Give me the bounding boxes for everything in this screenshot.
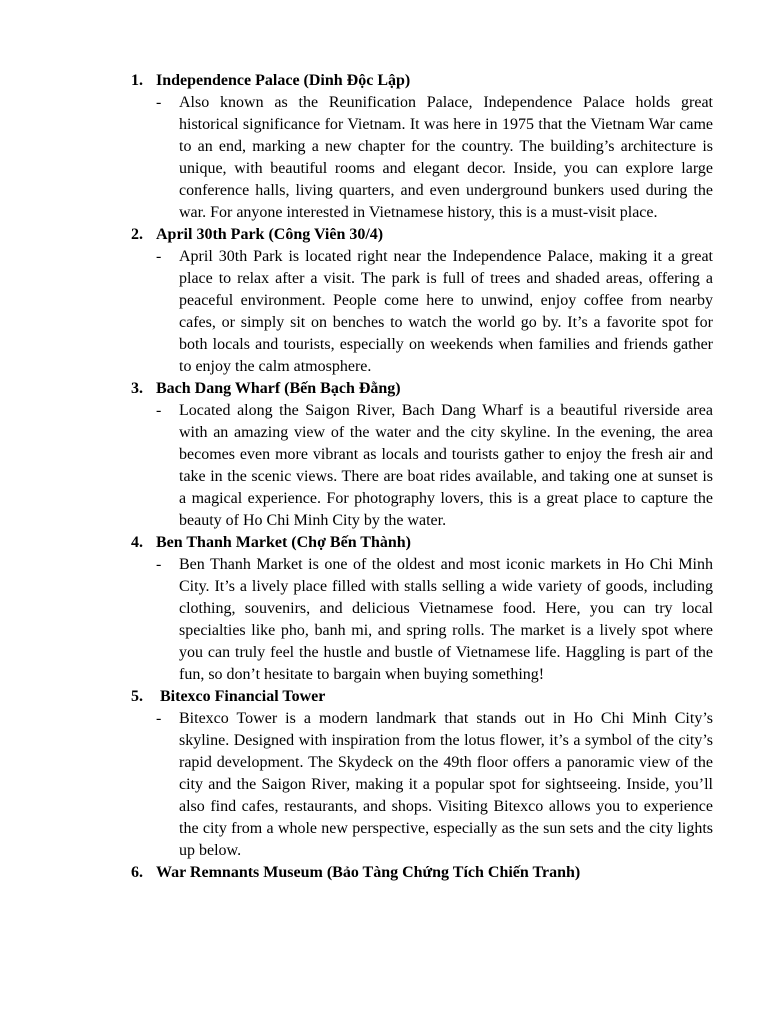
item-heading [131, 224, 713, 246]
bullet-dash: - [156, 402, 162, 419]
bullet-dash: - [156, 94, 162, 111]
item-heading [131, 862, 713, 884]
item-number: 3. [131, 380, 143, 397]
attractions-list [131, 70, 713, 884]
list-item [131, 686, 713, 862]
list-item [131, 224, 713, 378]
list-item [131, 532, 713, 686]
item-title: Bitexco Financial Tower [160, 688, 326, 705]
item-description: April 30th Park is located right near the Independence Palace, making it a great place to relax after a visit. The park is full of trees and shaded areas, offering a peaceful environment. People come here to unwind, enjoy coffee from nearby cafes, or simply sit on benches to watch the world go by. It’s a favorite spot for both locals and tourists, especially on weekends when families and friends gather to enjoy the calm atmosphere. [179, 248, 713, 375]
item-number: 6. [131, 864, 143, 881]
bullet-dash: - [156, 710, 162, 727]
item-heading [131, 532, 713, 554]
list-item [131, 862, 713, 884]
item-description: Also known as the Reunification Palace, Independence Palace holds great historical significance for Vietnam. It was here in 1975 that the Vietnam War came to an end, marking a new chapter for the country. The building’s architecture is unique, with beautiful rooms and elegant decor. Inside, you can explore large conference halls, living quarters, and even underground bunkers used during the war. For anyone interested in Vietnamese history, this is a must-visit place. [179, 94, 713, 221]
item-description-row [131, 554, 713, 686]
item-description-row [131, 246, 713, 378]
item-description: Located along the Saigon River, Bach Dang Wharf is a beautiful riverside area with an amazing view of the water and the city skyline. In the evening, the area becomes even more vibrant as locals and tourists gather to enjoy the fresh air and take in the scenic views. There are boat rides available, and taking one at sunset is a magical experience. For photography lovers, this is a great place to capture the beauty of Ho Chi Minh City by the water. [179, 402, 713, 529]
item-heading [131, 70, 713, 92]
item-title: Independence Palace (Dinh Độc Lập) [156, 72, 411, 89]
item-description: Bitexco Tower is a modern landmark that stands out in Ho Chi Minh City’s skyline. Designed with inspiration from the lotus flower, it’s a symbol of the city’s rapid development. The Skydeck on the 49th floor offers a panoramic view of the city and the Saigon River, making it a popular spot for sightseeing. Inside, you’ll also find cafes, restaurants, and shops. Visiting Bitexco allows you to experience the city from a whole new perspective, especially as the sun sets and the city lights up below. [179, 710, 713, 859]
list-item [131, 378, 713, 532]
item-description-row [131, 400, 713, 532]
item-title: War Remnants Museum (Bảo Tàng Chứng Tích Chiến Tranh) [156, 864, 581, 881]
item-description: Ben Thanh Market is one of the oldest and most iconic markets in Ho Chi Minh City. It’s a lively place filled with stalls selling a wide variety of goods, including clothing, souvenirs, and delicious Vietnamese food. Here, you can try local specialties like pho, banh mi, and spring rolls. The market is a lively spot where you can truly feel the hustle and bustle of Vietnamese life. Haggling is part of the fun, so don’t hesitate to bargain when buying something! [179, 556, 713, 683]
item-number: 4. [131, 534, 143, 551]
list-item [131, 70, 713, 224]
bullet-dash: - [156, 248, 162, 265]
item-number: 2. [131, 226, 143, 243]
item-description-row [131, 92, 713, 224]
bullet-dash: - [156, 556, 162, 573]
item-description-row [131, 708, 713, 862]
item-number: 1. [131, 72, 143, 89]
item-title: April 30th Park (Công Viên 30/4) [156, 226, 384, 243]
item-number: 5. [131, 688, 143, 705]
item-heading [131, 378, 713, 400]
item-heading [131, 686, 713, 708]
item-title: Ben Thanh Market (Chợ Bến Thành) [156, 534, 411, 551]
item-title: Bach Dang Wharf (Bến Bạch Đằng) [156, 380, 401, 397]
